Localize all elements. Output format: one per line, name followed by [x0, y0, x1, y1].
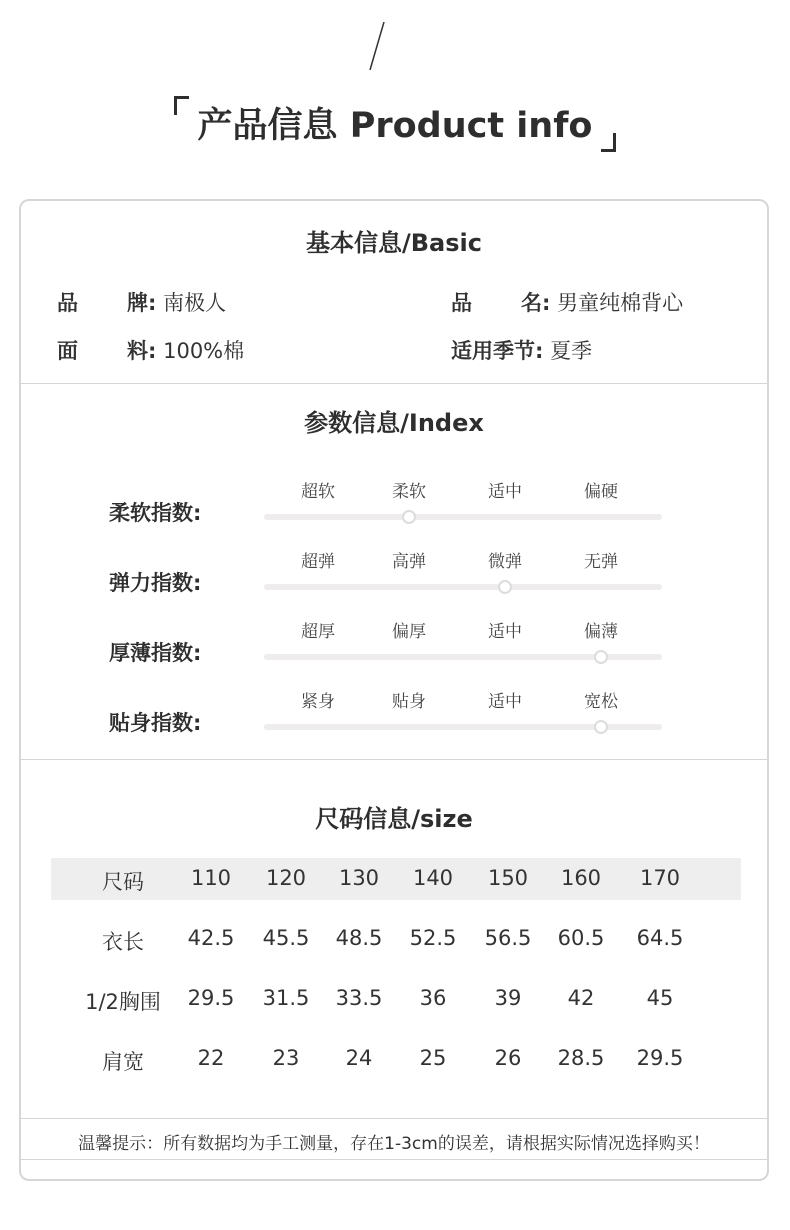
season-row: 适用季节: 夏季 [451, 339, 593, 363]
brand-value: 南极人 [163, 291, 227, 315]
index-option: 超弹 [301, 552, 335, 572]
size-header-cell: 140 [412, 866, 454, 890]
size-header-cell: 150 [487, 866, 529, 890]
index-label: 弹力指数: [109, 571, 202, 595]
index-slider-knob [498, 580, 512, 594]
size-cell: 52.5 [409, 926, 457, 950]
size-cell: 60.5 [557, 926, 605, 950]
index-option: 宽松 [584, 692, 618, 712]
size-cell: 45.5 [262, 926, 310, 950]
divider [21, 1159, 767, 1160]
size-cell: 39 [494, 986, 522, 1010]
size-header-cell: 110 [190, 866, 232, 890]
size-header-cell: 170 [639, 866, 681, 890]
index-option: 高弹 [392, 552, 426, 572]
index-option: 偏薄 [584, 622, 618, 642]
size-cell: 24 [345, 1046, 373, 1070]
size-cell: 64.5 [636, 926, 684, 950]
index-option: 偏厚 [392, 622, 426, 642]
season-value: 夏季 [550, 339, 593, 363]
product-name-value: 男童纯棉背心 [557, 291, 684, 315]
size-cell: 29.5 [187, 986, 235, 1010]
brand-row: 品 牌: 南极人 [57, 291, 227, 315]
size-cell: 26 [494, 1046, 522, 1070]
size-header-cell: 160 [560, 866, 602, 890]
size-cell: 22 [197, 1046, 225, 1070]
size-cell: 衣长 [102, 930, 144, 954]
size-cell: 48.5 [335, 926, 383, 950]
bracket-open-icon [174, 96, 189, 115]
warm-tip: 温馨提示：所有数据均为手工测量，存在1-3cm的误差，请根据实际情况选择购买！ [78, 1134, 710, 1154]
basic-section-title: 基本信息/Basic [306, 229, 482, 257]
size-cell: 23 [272, 1046, 300, 1070]
index-slider-track [264, 514, 662, 520]
index-option: 适中 [488, 692, 522, 712]
slash-decoration [368, 22, 370, 72]
index-option: 柔软 [392, 482, 426, 502]
divider [21, 1118, 767, 1119]
size-cell: 45 [646, 986, 674, 1010]
size-cell: 肩宽 [102, 1050, 144, 1074]
index-option: 无弹 [584, 552, 618, 572]
size-cell: 31.5 [262, 986, 310, 1010]
index-slider-knob [402, 510, 416, 524]
index-label: 厚薄指数: [109, 641, 202, 665]
divider [21, 759, 767, 760]
index-option: 适中 [488, 482, 522, 502]
size-cell: 36 [419, 986, 447, 1010]
product-name-row: 品 名: 男童纯棉背心 [451, 291, 684, 315]
material-row: 面 料: 100%棉 [57, 339, 245, 363]
size-header-cell: 尺码 [102, 870, 144, 894]
size-section-title: 尺码信息/size [315, 805, 473, 833]
size-cell: 42 [567, 986, 595, 1010]
size-cell: 25 [419, 1046, 447, 1070]
size-cell: 28.5 [557, 1046, 605, 1070]
index-option: 微弹 [488, 552, 522, 572]
size-cell: 56.5 [484, 926, 532, 950]
index-option: 超软 [301, 482, 335, 502]
index-slider-track [264, 724, 662, 730]
index-option: 偏硬 [584, 482, 618, 502]
size-cell: 42.5 [187, 926, 235, 950]
index-label: 贴身指数: [109, 711, 202, 735]
index-option: 超厚 [301, 622, 335, 642]
material-value: 100%棉 [163, 339, 245, 363]
bracket-close-icon [601, 133, 616, 152]
product-info-card [19, 199, 769, 1181]
index-option: 紧身 [301, 692, 335, 712]
index-slider-track [264, 584, 662, 590]
index-slider-knob [594, 720, 608, 734]
page-title-text: 产品信息 Product info [197, 106, 593, 146]
index-slider-knob [594, 650, 608, 664]
index-option: 贴身 [392, 692, 426, 712]
divider [21, 383, 767, 384]
size-cell: 1/2胸围 [85, 990, 161, 1014]
page-title [174, 90, 617, 156]
size-header-cell: 120 [265, 866, 307, 890]
index-section-title: 参数信息/Index [304, 409, 484, 437]
index-slider-track [264, 654, 662, 660]
index-label: 柔软指数: [109, 501, 202, 525]
index-option: 适中 [488, 622, 522, 642]
size-header-cell: 130 [338, 866, 380, 890]
size-cell: 33.5 [335, 986, 383, 1010]
size-cell: 29.5 [636, 1046, 684, 1070]
